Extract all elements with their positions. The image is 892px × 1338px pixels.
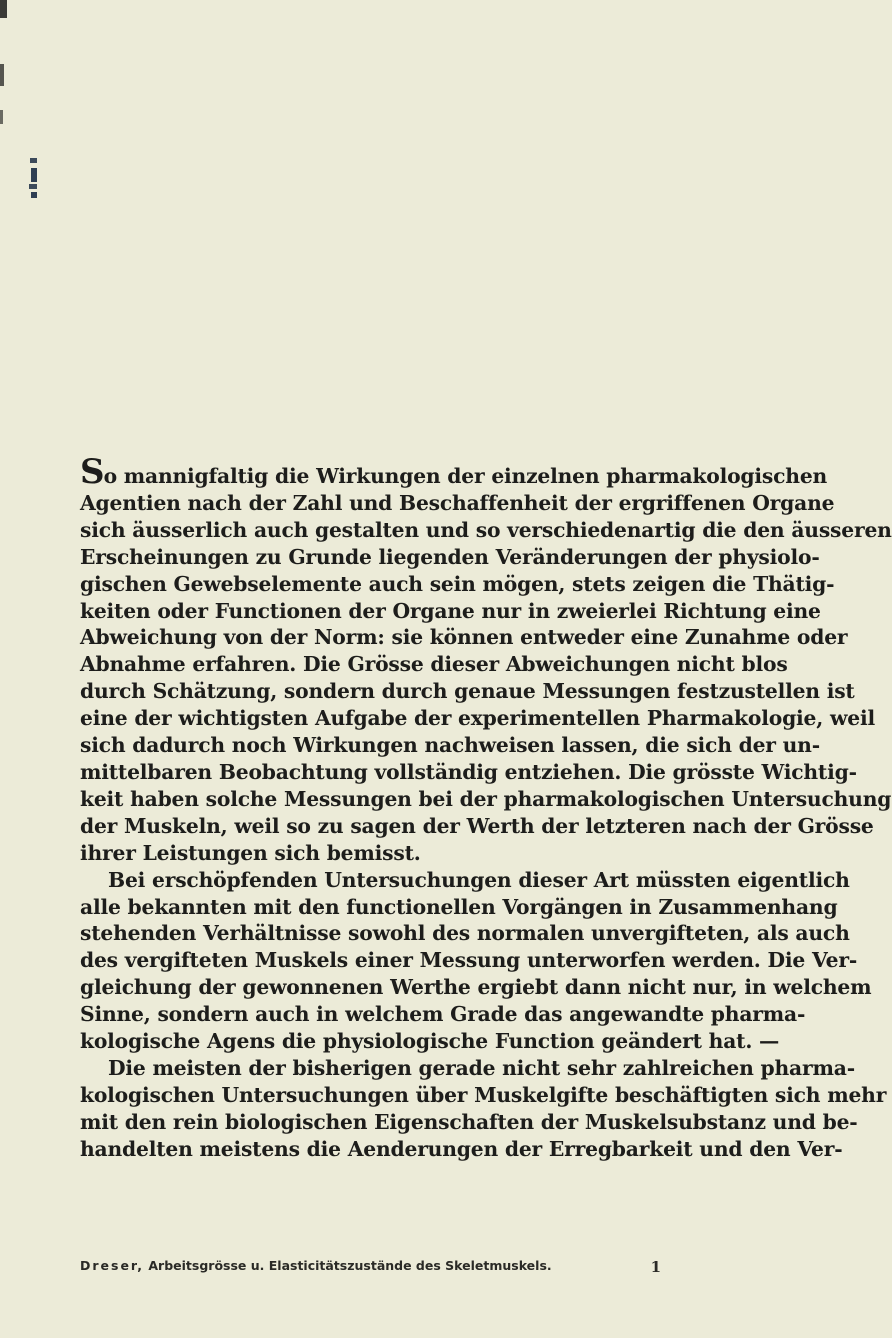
footer-title: Arbeitsgrösse u. Elasticitätszustände des Skeletmuskels. (148, 1258, 552, 1273)
drop-cap: S (80, 452, 104, 492)
scan-edge-artifact (0, 0, 40, 300)
text-line: handelten meistens die Aenderungen der Erregbarkeit und den Ver- (80, 1136, 843, 1161)
text-line: kologische Agens die physiologische Function geändert hat. — (80, 1029, 780, 1054)
text-line: mittelbaren Beobachtung vollständig entziehen. Die grösste Wichtig- (80, 759, 857, 784)
text-line: Bei erschöpfenden Untersuchungen dieser Art müssten eigentlich (108, 867, 850, 892)
text-line: Abweichung von der Norm: sie können entweder eine Zunahme oder (80, 625, 848, 650)
footer-author: Dreser, (80, 1258, 145, 1273)
text-line: gischen Gewebselemente auch sein mögen, stets zeigen die Thätig- (80, 571, 835, 596)
paragraph-3 (80, 1055, 887, 1163)
text-line: Agentien nach der Zahl und Beschaffenheit der ergriffenen Organe (80, 490, 835, 515)
text-line: Abnahme erfahren. Die Grösse dieser Abweichungen nicht blos (80, 652, 788, 677)
text-line: Die meisten der bisherigen gerade nicht sehr zahlreichen pharma- (108, 1055, 855, 1080)
text-line: mit den rein biologischen Eigenschaften der Muskelsubstanz und be- (80, 1109, 858, 1134)
paragraph-1 (80, 452, 892, 867)
text-line: eine der wichtigsten Aufgabe der experimentellen Pharmakologie, weil (80, 706, 875, 731)
text-line: kologischen Untersuchungen über Muskelgifte beschäftigten sich mehr (80, 1082, 887, 1107)
text-line: So mannigfaltig die Wirkungen der einzelnen pharmakologischen (80, 452, 828, 492)
text-line: alle bekannten mit den functionellen Vorgängen in Zusammenhang (80, 894, 838, 919)
text-line: durch Schätzung, sondern durch genaue Messungen festzustellen ist (80, 679, 855, 704)
text-line: ihrer Leistungen sich bemisst. (80, 840, 421, 865)
text-line: sich dadurch noch Wirkungen nachweisen lassen, die sich der un- (80, 733, 820, 758)
text-line: keiten oder Functionen der Organe nur in zweierlei Richtung eine (80, 598, 821, 623)
text-line: stehenden Verhältnisse sowohl des normalen unvergifteten, als auch (80, 921, 850, 946)
text-line: sich äusserlich auch gestalten und so verschiedenartig die den äusseren (80, 517, 892, 542)
running-footer (80, 1258, 552, 1276)
page-footer (80, 1258, 769, 1276)
text-line: der Muskeln, weil so zu sagen der Werth der letzteren nach der Grösse (80, 813, 874, 838)
text-line: gleichung der gewonnenen Werthe ergiebt dann nicht nur, in welchem (80, 975, 872, 1000)
paragraph-2 (80, 867, 872, 1055)
text-line: keit haben solche Messungen bei der pharmakologischen Untersuchung (80, 786, 892, 811)
main-text (80, 452, 892, 1163)
page-number: 1 (650, 1258, 661, 1276)
text-line: Sinne, sondern auch in welchem Grade das angewandte pharma- (80, 1002, 806, 1027)
text-line: Erscheinungen zu Grunde liegenden Veränderungen der physiolo- (80, 544, 820, 569)
text-line: des vergifteten Muskels einer Messung unterworfen werden. Die Ver- (80, 948, 858, 973)
